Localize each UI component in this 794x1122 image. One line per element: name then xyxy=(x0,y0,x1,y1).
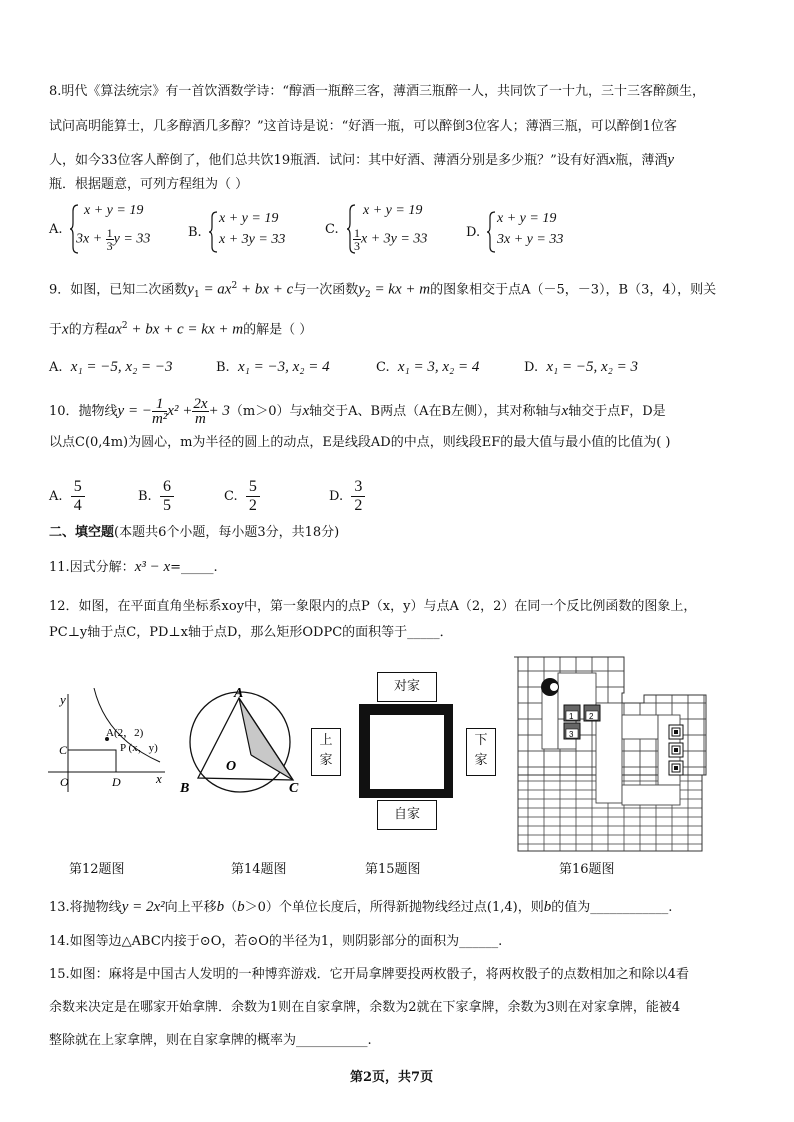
character-face xyxy=(550,683,558,691)
q8-c-eq1: x + y = 19 xyxy=(363,203,423,218)
caption-fig14: 第14题图 xyxy=(231,862,287,877)
seat-right xyxy=(466,728,496,776)
q10-eq-end: + 3 xyxy=(208,403,230,419)
caption-fig12: 第12题图 xyxy=(69,862,125,877)
q9-f1b: + bx + c xyxy=(237,281,294,298)
q8-a-eq1: x + y = 19 xyxy=(84,203,144,218)
q9-l2-a: 于 xyxy=(49,322,63,338)
q8-a-frac xyxy=(106,227,114,252)
frac-num: 6 xyxy=(160,478,174,497)
q13 xyxy=(49,898,672,917)
q9-option-d xyxy=(524,359,638,376)
opt-label: C. xyxy=(376,360,390,375)
label-x: x xyxy=(156,771,162,786)
q8-line4: 瓶．根据题意，可列方程组为（ ） xyxy=(49,177,249,192)
q8-b-eq1: x + y = 19 xyxy=(219,211,279,226)
var-x: x xyxy=(608,152,616,168)
q8-line3 xyxy=(49,151,674,170)
box-tile-2 xyxy=(584,705,600,721)
seat-right-char2: 家 xyxy=(474,753,488,768)
q8-a-eq2 xyxy=(76,227,150,252)
opt-text: x₁ = −5, x₂ = −3 xyxy=(70,359,173,375)
q8-line1: 8.明代《算法统宗》有一首饮酒数学诗：“醇酒一瓶醉三客，薄酒三瓶醉一人，共同饮了一十九，三十三客醉颜生， xyxy=(49,84,706,99)
q8-c-frac xyxy=(353,227,361,252)
tile-3-label: 3 xyxy=(569,730,574,739)
seat-left-char2: 家 xyxy=(319,753,333,768)
frac-den: m² xyxy=(151,411,168,427)
frac-den: 2 xyxy=(354,497,363,514)
opt-label: A. xyxy=(49,489,63,504)
opt-text: x₁ = −3, x₂ = 4 xyxy=(237,359,330,375)
q8-d-eq2: 3x + y = 33 xyxy=(497,232,564,247)
figure-12 xyxy=(40,688,170,798)
opt-frac xyxy=(351,478,365,515)
var-b: b xyxy=(543,899,552,915)
q9-text-b: 与一次函数 xyxy=(293,282,359,298)
frac-num: 5 xyxy=(246,478,260,497)
table-center xyxy=(369,714,445,790)
q8-line3-mid: 瓶，薄酒 xyxy=(615,153,668,168)
q10-text-e: 轴交于点F，D是 xyxy=(568,404,666,419)
box-tile-1 xyxy=(564,705,580,721)
q15-line2: 余数来决定是在哪家开始拿牌．余数为1则在自家拿牌，余数为2就在下家拿牌，余数为3则在对家拿牌，能被4 xyxy=(49,1000,681,1015)
frac-num: 3 xyxy=(351,478,365,497)
label-a: A(2，2) xyxy=(106,727,144,739)
q8-c-eq2-b: x + 3y = 33 xyxy=(361,231,428,247)
q13-eq: y = 2x² xyxy=(121,899,165,915)
target-square-3 xyxy=(669,761,683,775)
q8-option-a-system xyxy=(70,203,170,255)
q10-eq-y: y = − xyxy=(117,403,152,419)
opt-text: x₁ = 3, x₂ = 4 xyxy=(397,359,480,375)
opt-label: B. xyxy=(138,489,152,504)
figure-16 xyxy=(512,655,710,855)
opt-label: D. xyxy=(329,489,344,504)
figure-14 xyxy=(176,688,306,798)
sup-2: 2 xyxy=(231,281,238,291)
var-x: x xyxy=(302,403,310,419)
q8-d-eq1: x + y = 19 xyxy=(497,211,557,226)
q8-line3-text: 人，如今33位客人醉倒了，他们总共饮19瓶酒．试问：其中好酒、薄酒分别是多少瓶？”设有好酒 xyxy=(49,153,609,168)
var-y1: y xyxy=(187,281,194,298)
label-o: O xyxy=(226,759,237,774)
q9-l2-b: 的方程 xyxy=(68,322,108,338)
q12-line2: PC⊥y轴于点C，PD⊥x轴于点D，那么矩形ODPC的面积等于_____． xyxy=(49,625,453,640)
opt-label: A. xyxy=(49,360,63,375)
q9-line1 xyxy=(49,277,716,304)
q8-option-d-system xyxy=(487,210,587,254)
q15-line1: 15.如图：麻将是中国古人发明的一种博弈游戏．它开局拿牌要投两枚骰子，将两枚骰子的点数相加之和除以4看 xyxy=(49,967,689,982)
q10-option-c xyxy=(224,478,260,515)
q13-e: 的值为____________. xyxy=(551,900,673,915)
target-square-2 xyxy=(669,743,683,757)
opt-text: x₁ = −5, x₂ = 3 xyxy=(546,359,638,375)
q8-b-eq2: x + 3y = 33 xyxy=(219,232,286,247)
section2-heading xyxy=(49,524,339,542)
opt-label: D. xyxy=(524,360,539,375)
q8-option-a-label: A. xyxy=(49,222,63,237)
q8-option-d-label: D. xyxy=(466,225,481,240)
q9-option-a xyxy=(49,359,173,376)
q9-l2-c: 的解是（ ） xyxy=(243,322,313,338)
q10-option-b xyxy=(138,478,174,515)
frac-den: 5 xyxy=(162,497,171,514)
label-y: y xyxy=(60,692,66,707)
sup-2: 2 xyxy=(121,321,128,331)
var-y2: y xyxy=(358,281,365,298)
label-a: A xyxy=(234,688,244,701)
q10-line2: 以点C(0,4m)为圆心，m为半径的圆上的动点，E是线段AD的中点，则线段EF的最大值与最小值的比值为( ) xyxy=(49,435,671,450)
label-p: P (x，y) xyxy=(120,742,158,754)
opt-frac xyxy=(71,478,85,515)
q14: 14.如图等边△ABC内接于⊙O，若⊙O的半径为1，则阴影部分的面积为______. xyxy=(49,934,503,949)
q13-d: ＞0）个单位长度后，所得新抛物线经过点(1,4)，则 xyxy=(244,900,544,915)
section2-title: 二、填空题 xyxy=(49,525,115,540)
q10-eq-mid: x² + xyxy=(167,403,193,419)
q13-b: 向上平移 xyxy=(164,900,217,915)
seat-self: 自家 xyxy=(377,800,437,830)
var-x: x xyxy=(62,321,69,338)
q9-f2: = kx + m xyxy=(370,281,431,298)
q10-text-a: 10．抛物线 xyxy=(49,404,118,419)
q9-text-a: 9．如图，已知二次函数 xyxy=(49,282,188,298)
q9-f1: = ax xyxy=(199,281,232,298)
q8-a-eq2-b: y = 33 xyxy=(113,231,151,247)
q13-a: 13.将抛物线 xyxy=(49,900,122,915)
q11 xyxy=(49,558,218,577)
q9-line2 xyxy=(49,317,312,339)
q8-line2: 试问高明能算士，几多醇酒几多醇？”这首诗是说：“好酒一瓶，可以醉倒3位客人；薄酒三瓶，可以醉倒1位客 xyxy=(49,119,677,134)
opt-label: C. xyxy=(224,489,238,504)
caption-fig15: 第15题图 xyxy=(365,862,421,877)
opt-label: B. xyxy=(216,360,230,375)
q9-option-c xyxy=(376,359,479,376)
q12-line1: 12．如图，在平面直角坐标系xoy中，第一象限内的点P（x，y）与点A（2，2）在同一个反比例函数的图象上， xyxy=(49,599,697,614)
q9-l2-eq-b: + bx + c = kx + m xyxy=(127,321,244,338)
var-b: b xyxy=(216,899,225,915)
q9-l2-eq: ax xyxy=(107,321,122,338)
maze-path-7 xyxy=(622,785,680,805)
q8-c-eq2 xyxy=(353,227,427,252)
q8-option-c-label: C. xyxy=(325,222,339,237)
q10-text-c: 轴交于A、B两点（A在B左侧），其对称轴与 xyxy=(309,404,562,419)
q10-option-a xyxy=(49,478,85,515)
label-o: O xyxy=(60,775,69,789)
q11-tail: =_____. xyxy=(170,560,218,575)
frac-num: 5 xyxy=(71,478,85,497)
q8-option-b-system xyxy=(209,210,309,254)
tile-1-label: 1 xyxy=(569,712,574,721)
rectangle-odpc xyxy=(68,750,116,772)
maze-path-5 xyxy=(622,715,658,739)
q8-option-b-label: B. xyxy=(188,225,202,240)
frac-den: 4 xyxy=(73,497,82,514)
sub-2: 2 xyxy=(364,289,371,300)
var-y: y xyxy=(667,152,675,168)
maze-path-1 xyxy=(542,689,558,749)
page-footer: 第2页，共7页 xyxy=(350,1070,434,1085)
mahjong-table xyxy=(359,704,453,798)
q8-option-c-system xyxy=(347,203,447,255)
frac-num: 1 xyxy=(106,226,113,240)
q10-frac1 xyxy=(152,397,167,426)
brace-icon xyxy=(209,210,219,254)
seat-opposite: 对家 xyxy=(377,672,437,702)
q10-cond: （m＞0）与 xyxy=(229,404,303,419)
var-b: b xyxy=(237,899,245,915)
q8-a-eq2-a: 3x + xyxy=(76,231,106,247)
circle-o xyxy=(190,692,290,792)
q9-text-c: 的图象相交于点A（－5，－3），B（3，4），则关 xyxy=(430,282,717,298)
caption-fig16: 第16题图 xyxy=(559,862,615,877)
label-c: C xyxy=(59,743,68,757)
label-d: D xyxy=(112,775,121,789)
sub-1: 1 xyxy=(193,289,200,300)
frac-den: 3 xyxy=(106,239,113,253)
frac-den: 2 xyxy=(248,497,257,514)
q9-option-b xyxy=(216,359,330,376)
q10-line1 xyxy=(49,396,666,427)
seat-left xyxy=(311,728,341,776)
box-tile-3 xyxy=(564,723,580,739)
q11-expr: x³ − x xyxy=(134,559,171,575)
frac-den: 3 xyxy=(354,239,360,253)
frac-num: 2x xyxy=(193,396,208,412)
q13-c: （ xyxy=(224,900,238,915)
frac-num: 1 xyxy=(152,397,167,412)
q11-text: 11.因式分解： xyxy=(49,560,135,575)
q10-frac2 xyxy=(192,397,208,426)
frac-num: 1 xyxy=(354,226,360,240)
brace-icon xyxy=(487,210,497,254)
var-x: x xyxy=(561,403,569,419)
tile-2-label: 2 xyxy=(589,712,594,721)
frac-den: m xyxy=(194,411,206,427)
q10-option-d xyxy=(329,478,365,515)
seat-left-char1: 上 xyxy=(319,733,333,748)
opt-frac xyxy=(160,478,174,515)
opt-frac xyxy=(246,478,260,515)
section2-desc: (本题共6个小题，每小题3分，共18分) xyxy=(114,525,340,540)
label-b: B xyxy=(180,781,190,796)
q15-line3: 整除就在上家拿牌，则在自家拿牌的概率为___________. xyxy=(49,1033,372,1048)
seat-right-char1: 下 xyxy=(474,733,488,748)
target-square-1 xyxy=(669,725,683,739)
label-c: C xyxy=(289,781,299,796)
